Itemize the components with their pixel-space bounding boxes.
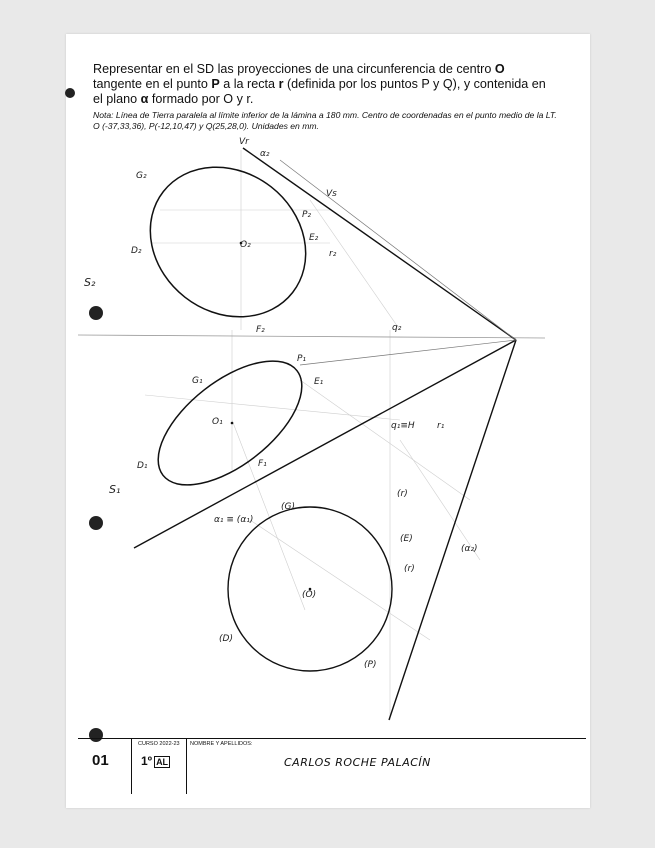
label-e-abat: (E) xyxy=(400,534,413,544)
label-q2: q₂ xyxy=(392,323,402,333)
label-d-abat: (D) xyxy=(219,634,233,644)
statement-line: r xyxy=(278,77,284,91)
alpha2-rotated-trace xyxy=(389,340,516,720)
label-r-abat-1: (r) xyxy=(397,489,408,499)
binder-hole xyxy=(65,88,75,98)
label-s2: S₂ xyxy=(84,276,96,289)
label-alpha2: α₂ xyxy=(260,149,270,159)
title-block-rule xyxy=(78,738,586,739)
title-block-divider xyxy=(186,738,187,794)
label-p1: P₁ xyxy=(297,354,307,364)
label-r-abat-2: (r) xyxy=(404,564,415,574)
sheet-number: 01 xyxy=(92,752,109,769)
label-o2: O₂ xyxy=(240,240,251,250)
label-g1: G₁ xyxy=(192,376,203,386)
alpha1-trace xyxy=(134,340,516,548)
label-q1-h: q₁≡H xyxy=(391,421,415,431)
label-d2: D₂ xyxy=(131,246,142,256)
title-block-divider xyxy=(131,738,132,794)
statement-text: formado por O y r. xyxy=(148,92,254,106)
name-label: NOMBRE Y APELLIDOS: xyxy=(190,741,253,747)
label-r1: r₁ xyxy=(437,421,445,431)
plane-traces xyxy=(134,148,516,720)
ground-line xyxy=(78,335,545,338)
statement-text: Representar en el SD las proyecciones de una circunferencia de centro xyxy=(93,62,495,76)
binder-hole xyxy=(89,516,103,530)
label-e1: E₁ xyxy=(314,377,324,387)
alpha2-trace xyxy=(243,148,516,340)
ellipse-horizontal-projection xyxy=(137,338,323,509)
label-e2: E₂ xyxy=(309,233,319,243)
label-vs: Vs xyxy=(326,189,337,199)
label-p2: P₂ xyxy=(302,210,312,220)
auxiliary-lines xyxy=(280,160,516,365)
label-o1: O₁ xyxy=(212,417,223,427)
statement-text: (definida por los puntos P y Q), y contenida en el plano xyxy=(93,77,546,106)
exercise-note: Nota: Línea de Tierra paralela al límite inferior de la lámina a 180 mm. Centro de coordenadas en el punto medio de la LT. O (-37,33,36), P(-12,10,47) y Q(25,28,0). Unidades en mm. xyxy=(93,110,557,131)
student-name: CARLOS ROCHE PALACÍN xyxy=(284,756,431,769)
label-d1: D₁ xyxy=(137,461,148,471)
course-label: CURSO 2022-23 xyxy=(138,741,180,747)
label-g2: G₂ xyxy=(136,171,147,181)
statement-plane: α xyxy=(140,92,149,106)
course-group: AL xyxy=(156,757,169,767)
label-f1: F₁ xyxy=(258,459,267,469)
statement-text: tangente en el punto xyxy=(93,77,212,91)
binder-hole xyxy=(89,728,103,742)
label-alpha2-abat: (α₂) xyxy=(461,544,478,554)
label-o-abat: (O) xyxy=(302,590,317,600)
binder-hole xyxy=(89,306,103,320)
label-p-abat: (P) xyxy=(364,660,377,670)
ellipse-vertical-projection xyxy=(120,136,335,347)
label-r2: r₂ xyxy=(329,249,337,259)
label-g-abat: (G) xyxy=(281,502,295,512)
center-points xyxy=(231,242,312,591)
statement-text: a la recta xyxy=(219,77,279,91)
label-alpha1: α₁ ≡ (α₁) xyxy=(214,515,254,525)
statement-point: P xyxy=(211,77,220,91)
course-value xyxy=(141,754,170,768)
label-s1: S₁ xyxy=(109,483,121,496)
statement-center: O xyxy=(494,62,505,76)
label-f2: F₂ xyxy=(256,325,265,335)
label-vr: Vr xyxy=(239,137,249,147)
course-level: 1º xyxy=(141,754,153,768)
